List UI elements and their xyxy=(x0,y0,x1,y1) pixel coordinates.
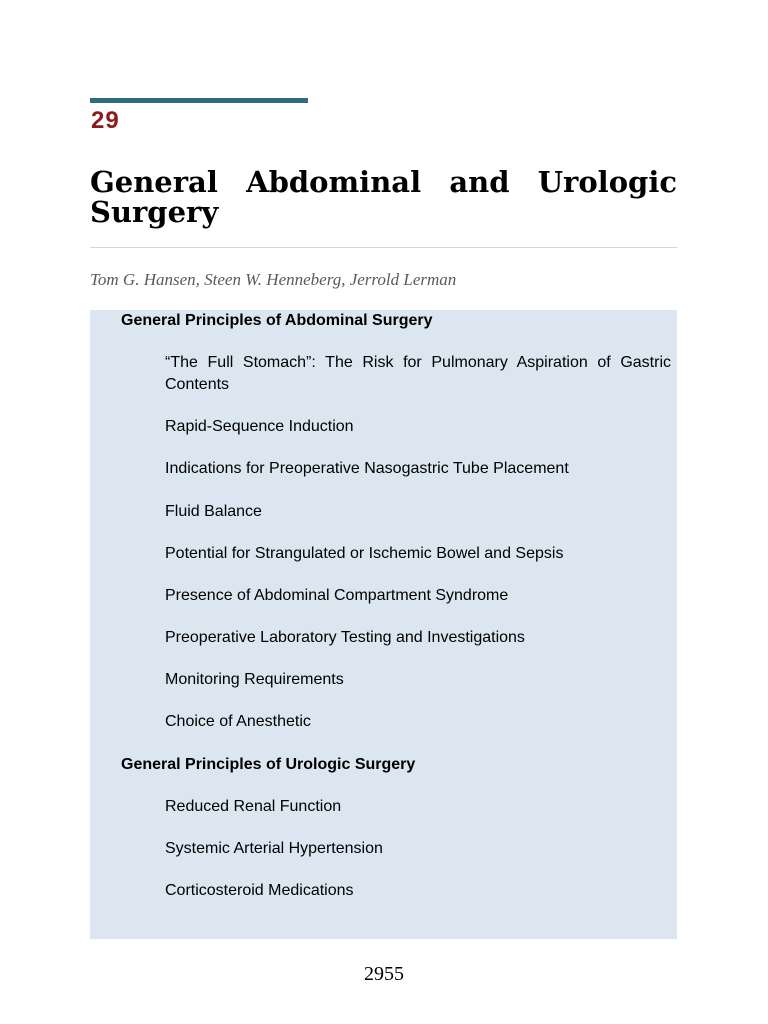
chapter-number: 29 xyxy=(91,107,120,134)
toc-item: Rapid-Sequence Induction xyxy=(165,418,354,435)
page-number: 2955 xyxy=(364,963,404,985)
toc-item: “The Full Stomach”: The Risk for Pulmonary Aspiration of Gastric Contents xyxy=(165,354,671,393)
toc-item: Fluid Balance xyxy=(165,503,262,520)
toc-item: Corticosteroid Medications xyxy=(165,882,354,899)
toc-item: Monitoring Requirements xyxy=(165,671,344,688)
chapter-accent-rule xyxy=(90,98,308,103)
toc-item: Choice of Anesthetic xyxy=(165,713,311,730)
toc-item: Potential for Strangulated or Ischemic Bowel and Sepsis xyxy=(165,545,564,562)
title-divider xyxy=(90,247,677,248)
chapter-contents-box xyxy=(90,310,677,939)
toc-section-heading: General Principles of Abdominal Surgery xyxy=(121,312,433,329)
toc-item: Presence of Abdominal Compartment Syndrome xyxy=(165,587,509,604)
toc-item: Reduced Renal Function xyxy=(165,798,342,815)
toc-item: Systemic Arterial Hypertension xyxy=(165,840,383,857)
chapter-authors: Tom G. Hansen, Steen W. Henneberg, Jerrold Lerman xyxy=(90,270,457,289)
toc-item: Preoperative Laboratory Testing and Investigations xyxy=(165,629,525,646)
toc-section-heading: General Principles of Urologic Surgery xyxy=(121,756,416,773)
chapter-title: General Abdominal and Urologic Surgery xyxy=(90,165,677,229)
toc-item: Indications for Preoperative Nasogastric Tube Placement xyxy=(165,460,569,477)
